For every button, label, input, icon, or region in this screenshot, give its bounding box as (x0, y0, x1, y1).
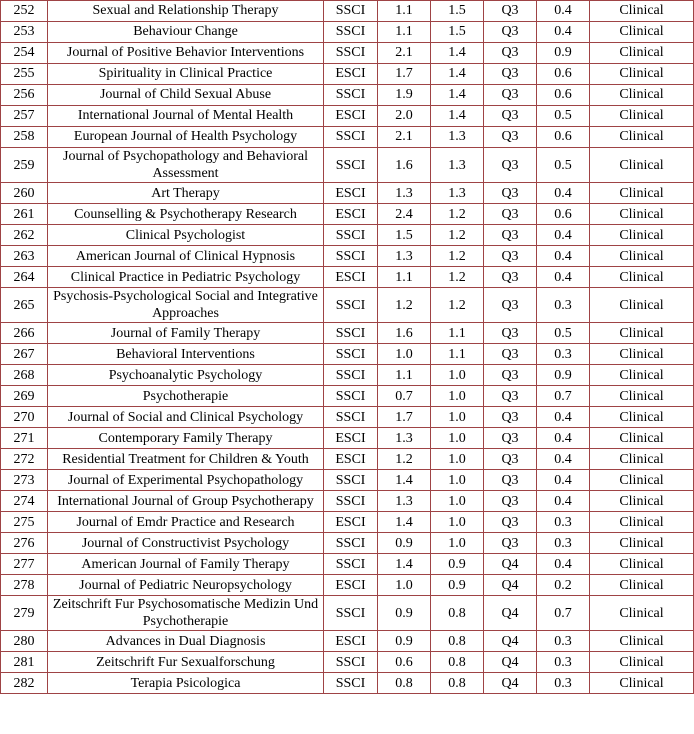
cell-index-type: SSCI (324, 246, 378, 267)
cell-row-number: 269 (1, 386, 48, 407)
cell-quartile: Q3 (484, 288, 537, 323)
cell-quartile: Q3 (484, 386, 537, 407)
cell-row-number: 278 (1, 575, 48, 596)
cell-metric-1: 2.1 (378, 127, 431, 148)
cell-category: Clinical (590, 43, 694, 64)
table-row (1, 64, 694, 85)
cell-metric-1: 1.7 (378, 64, 431, 85)
cell-quartile: Q3 (484, 225, 537, 246)
cell-journal-name: American Journal of Family Therapy (48, 554, 324, 575)
cell-index-type: SSCI (324, 554, 378, 575)
cell-metric-3: 0.3 (537, 631, 590, 652)
cell-metric-1: 2.0 (378, 106, 431, 127)
cell-row-number: 267 (1, 344, 48, 365)
cell-category: Clinical (590, 428, 694, 449)
cell-metric-2: 0.8 (431, 652, 484, 673)
cell-row-number: 257 (1, 106, 48, 127)
cell-metric-1: 1.3 (378, 428, 431, 449)
cell-index-type: ESCI (324, 64, 378, 85)
cell-row-number: 271 (1, 428, 48, 449)
cell-journal-name: Clinical Psychologist (48, 225, 324, 246)
cell-category: Clinical (590, 673, 694, 694)
cell-journal-name: Advances in Dual Diagnosis (48, 631, 324, 652)
cell-category: Clinical (590, 365, 694, 386)
cell-index-type: ESCI (324, 204, 378, 225)
cell-metric-3: 0.4 (537, 22, 590, 43)
cell-journal-name: International Journal of Mental Health (48, 106, 324, 127)
cell-index-type: SSCI (324, 652, 378, 673)
cell-quartile: Q3 (484, 512, 537, 533)
cell-metric-3: 0.3 (537, 652, 590, 673)
cell-index-type: SSCI (324, 43, 378, 64)
cell-metric-3: 0.7 (537, 596, 590, 631)
cell-category: Clinical (590, 491, 694, 512)
table-row (1, 652, 694, 673)
cell-row-number: 277 (1, 554, 48, 575)
cell-metric-2: 1.3 (431, 148, 484, 183)
cell-category: Clinical (590, 407, 694, 428)
cell-index-type: SSCI (324, 407, 378, 428)
cell-quartile: Q3 (484, 204, 537, 225)
table-row (1, 673, 694, 694)
cell-index-type: ESCI (324, 631, 378, 652)
cell-category: Clinical (590, 575, 694, 596)
table-row (1, 323, 694, 344)
cell-metric-1: 1.1 (378, 365, 431, 386)
table-row (1, 246, 694, 267)
cell-index-type: ESCI (324, 183, 378, 204)
cell-journal-name: American Journal of Clinical Hypnosis (48, 246, 324, 267)
table-row (1, 428, 694, 449)
cell-metric-3: 0.6 (537, 64, 590, 85)
cell-metric-1: 1.3 (378, 246, 431, 267)
cell-metric-2: 1.2 (431, 246, 484, 267)
cell-quartile: Q3 (484, 64, 537, 85)
table-row (1, 267, 694, 288)
cell-metric-2: 1.0 (431, 491, 484, 512)
cell-quartile: Q4 (484, 652, 537, 673)
cell-quartile: Q4 (484, 631, 537, 652)
cell-category: Clinical (590, 596, 694, 631)
cell-metric-2: 1.0 (431, 470, 484, 491)
cell-metric-1: 1.2 (378, 288, 431, 323)
cell-category: Clinical (590, 267, 694, 288)
cell-journal-name: Behavioral Interventions (48, 344, 324, 365)
cell-metric-2: 1.2 (431, 267, 484, 288)
cell-index-type: SSCI (324, 22, 378, 43)
cell-metric-3: 0.3 (537, 673, 590, 694)
cell-index-type: ESCI (324, 267, 378, 288)
table-row (1, 554, 694, 575)
cell-quartile: Q4 (484, 554, 537, 575)
cell-category: Clinical (590, 533, 694, 554)
cell-metric-2: 0.8 (431, 631, 484, 652)
cell-quartile: Q3 (484, 449, 537, 470)
cell-metric-1: 1.5 (378, 225, 431, 246)
cell-metric-3: 0.2 (537, 575, 590, 596)
cell-journal-name: Journal of Emdr Practice and Research (48, 512, 324, 533)
cell-category: Clinical (590, 652, 694, 673)
cell-index-type: SSCI (324, 365, 378, 386)
cell-metric-2: 0.8 (431, 596, 484, 631)
cell-metric-3: 0.4 (537, 183, 590, 204)
cell-quartile: Q3 (484, 344, 537, 365)
cell-journal-name: Zeitschrift Fur Psychosomatische Medizin Und Psychotherapie (48, 596, 324, 631)
cell-metric-2: 0.9 (431, 554, 484, 575)
cell-metric-3: 0.4 (537, 428, 590, 449)
cell-row-number: 273 (1, 470, 48, 491)
cell-quartile: Q3 (484, 22, 537, 43)
table-row (1, 533, 694, 554)
cell-journal-name: Psychoanalytic Psychology (48, 365, 324, 386)
cell-row-number: 274 (1, 491, 48, 512)
cell-row-number: 280 (1, 631, 48, 652)
cell-metric-1: 1.4 (378, 512, 431, 533)
table-row (1, 631, 694, 652)
cell-row-number: 256 (1, 85, 48, 106)
cell-metric-1: 1.6 (378, 323, 431, 344)
cell-journal-name: Journal of Family Therapy (48, 323, 324, 344)
cell-category: Clinical (590, 127, 694, 148)
cell-metric-2: 1.0 (431, 428, 484, 449)
cell-quartile: Q3 (484, 183, 537, 204)
cell-metric-3: 0.4 (537, 407, 590, 428)
table-row (1, 596, 694, 631)
cell-index-type: SSCI (324, 344, 378, 365)
cell-row-number: 265 (1, 288, 48, 323)
cell-metric-2: 1.2 (431, 204, 484, 225)
cell-metric-1: 1.1 (378, 267, 431, 288)
cell-quartile: Q3 (484, 127, 537, 148)
cell-metric-3: 0.4 (537, 225, 590, 246)
table-row (1, 22, 694, 43)
cell-metric-2: 1.1 (431, 323, 484, 344)
cell-quartile: Q3 (484, 85, 537, 106)
table-row (1, 407, 694, 428)
cell-category: Clinical (590, 554, 694, 575)
cell-metric-1: 1.0 (378, 344, 431, 365)
cell-journal-name: Journal of Child Sexual Abuse (48, 85, 324, 106)
table-row (1, 127, 694, 148)
cell-row-number: 263 (1, 246, 48, 267)
cell-quartile: Q3 (484, 428, 537, 449)
cell-quartile: Q3 (484, 407, 537, 428)
cell-journal-name: Residential Treatment for Children & Youth (48, 449, 324, 470)
cell-metric-3: 0.6 (537, 204, 590, 225)
cell-row-number: 264 (1, 267, 48, 288)
cell-metric-2: 1.3 (431, 183, 484, 204)
cell-metric-3: 0.9 (537, 43, 590, 64)
cell-journal-name: European Journal of Health Psychology (48, 127, 324, 148)
cell-metric-2: 1.0 (431, 365, 484, 386)
cell-category: Clinical (590, 204, 694, 225)
cell-journal-name: Behaviour Change (48, 22, 324, 43)
table-row (1, 491, 694, 512)
cell-category: Clinical (590, 22, 694, 43)
cell-journal-name: Journal of Positive Behavior Interventions (48, 43, 324, 64)
cell-metric-3: 0.9 (537, 365, 590, 386)
cell-category: Clinical (590, 148, 694, 183)
cell-row-number: 259 (1, 148, 48, 183)
cell-category: Clinical (590, 344, 694, 365)
cell-journal-name: Art Therapy (48, 183, 324, 204)
cell-index-type: SSCI (324, 225, 378, 246)
cell-quartile: Q3 (484, 533, 537, 554)
cell-category: Clinical (590, 1, 694, 22)
table-row (1, 288, 694, 323)
cell-metric-3: 0.6 (537, 127, 590, 148)
cell-category: Clinical (590, 631, 694, 652)
cell-quartile: Q3 (484, 491, 537, 512)
cell-row-number: 272 (1, 449, 48, 470)
cell-metric-3: 0.3 (537, 344, 590, 365)
cell-index-type: SSCI (324, 491, 378, 512)
cell-quartile: Q3 (484, 246, 537, 267)
cell-metric-2: 1.5 (431, 1, 484, 22)
cell-index-type: ESCI (324, 512, 378, 533)
cell-index-type: SSCI (324, 673, 378, 694)
cell-journal-name: Psychotherapie (48, 386, 324, 407)
cell-index-type: ESCI (324, 106, 378, 127)
cell-metric-3: 0.3 (537, 533, 590, 554)
table-row (1, 183, 694, 204)
cell-journal-name: Contemporary Family Therapy (48, 428, 324, 449)
cell-metric-2: 1.3 (431, 127, 484, 148)
cell-category: Clinical (590, 323, 694, 344)
cell-metric-3: 0.6 (537, 85, 590, 106)
cell-metric-3: 0.3 (537, 288, 590, 323)
cell-row-number: 266 (1, 323, 48, 344)
cell-category: Clinical (590, 225, 694, 246)
cell-metric-3: 0.4 (537, 267, 590, 288)
cell-row-number: 262 (1, 225, 48, 246)
cell-metric-1: 0.8 (378, 673, 431, 694)
cell-metric-1: 1.0 (378, 575, 431, 596)
cell-category: Clinical (590, 512, 694, 533)
cell-row-number: 255 (1, 64, 48, 85)
cell-index-type: SSCI (324, 85, 378, 106)
cell-metric-3: 0.4 (537, 246, 590, 267)
cell-journal-name: Journal of Experimental Psychopathology (48, 470, 324, 491)
cell-category: Clinical (590, 106, 694, 127)
cell-metric-3: 0.4 (537, 470, 590, 491)
cell-quartile: Q3 (484, 470, 537, 491)
cell-metric-1: 1.1 (378, 22, 431, 43)
cell-metric-3: 0.5 (537, 148, 590, 183)
cell-metric-2: 0.9 (431, 575, 484, 596)
cell-row-number: 270 (1, 407, 48, 428)
cell-row-number: 260 (1, 183, 48, 204)
cell-metric-3: 0.3 (537, 512, 590, 533)
cell-index-type: SSCI (324, 386, 378, 407)
table-row (1, 1, 694, 22)
cell-metric-3: 0.5 (537, 106, 590, 127)
table-row (1, 85, 694, 106)
table-row (1, 365, 694, 386)
cell-quartile: Q3 (484, 365, 537, 386)
cell-metric-2: 0.8 (431, 673, 484, 694)
cell-metric-1: 1.2 (378, 449, 431, 470)
cell-journal-name: Terapia Psicologica (48, 673, 324, 694)
cell-metric-3: 0.7 (537, 386, 590, 407)
cell-index-type: SSCI (324, 1, 378, 22)
cell-row-number: 254 (1, 43, 48, 64)
table-row (1, 148, 694, 183)
cell-metric-2: 1.4 (431, 43, 484, 64)
table-row (1, 575, 694, 596)
cell-quartile: Q3 (484, 267, 537, 288)
cell-journal-name: Journal of Social and Clinical Psychology (48, 407, 324, 428)
cell-metric-1: 2.1 (378, 43, 431, 64)
cell-metric-2: 1.0 (431, 386, 484, 407)
cell-metric-1: 0.9 (378, 533, 431, 554)
cell-index-type: ESCI (324, 449, 378, 470)
cell-row-number: 281 (1, 652, 48, 673)
cell-index-type: SSCI (324, 148, 378, 183)
table-row (1, 344, 694, 365)
cell-row-number: 268 (1, 365, 48, 386)
cell-quartile: Q4 (484, 596, 537, 631)
cell-metric-3: 0.5 (537, 323, 590, 344)
cell-metric-1: 1.7 (378, 407, 431, 428)
cell-row-number: 275 (1, 512, 48, 533)
cell-metric-2: 1.0 (431, 449, 484, 470)
cell-journal-name: Zeitschrift Fur Sexualforschung (48, 652, 324, 673)
table-row (1, 225, 694, 246)
cell-row-number: 253 (1, 22, 48, 43)
table-row (1, 204, 694, 225)
cell-metric-3: 0.4 (537, 449, 590, 470)
cell-quartile: Q3 (484, 106, 537, 127)
cell-quartile: Q3 (484, 43, 537, 64)
table-row (1, 512, 694, 533)
cell-index-type: SSCI (324, 288, 378, 323)
cell-metric-2: 1.4 (431, 85, 484, 106)
cell-quartile: Q3 (484, 1, 537, 22)
table-row (1, 449, 694, 470)
cell-row-number: 261 (1, 204, 48, 225)
cell-metric-2: 1.2 (431, 288, 484, 323)
cell-metric-1: 1.4 (378, 554, 431, 575)
cell-metric-1: 1.4 (378, 470, 431, 491)
table-row (1, 470, 694, 491)
cell-metric-3: 0.4 (537, 491, 590, 512)
cell-row-number: 252 (1, 1, 48, 22)
cell-journal-name: Journal of Pediatric Neuropsychology (48, 575, 324, 596)
cell-journal-name: Clinical Practice in Pediatric Psychology (48, 267, 324, 288)
cell-metric-2: 1.0 (431, 533, 484, 554)
cell-journal-name: Journal of Psychopathology and Behavioral Assessment (48, 148, 324, 183)
cell-metric-3: 0.4 (537, 1, 590, 22)
cell-journal-name: Journal of Constructivist Psychology (48, 533, 324, 554)
cell-journal-name: Counselling & Psychotherapy Research (48, 204, 324, 225)
cell-row-number: 282 (1, 673, 48, 694)
cell-category: Clinical (590, 288, 694, 323)
cell-quartile: Q3 (484, 323, 537, 344)
table-row (1, 106, 694, 127)
cell-category: Clinical (590, 183, 694, 204)
cell-index-type: SSCI (324, 596, 378, 631)
cell-category: Clinical (590, 64, 694, 85)
cell-index-type: SSCI (324, 533, 378, 554)
cell-row-number: 258 (1, 127, 48, 148)
cell-metric-2: 1.0 (431, 512, 484, 533)
cell-index-type: ESCI (324, 575, 378, 596)
table-row (1, 43, 694, 64)
cell-metric-1: 0.6 (378, 652, 431, 673)
cell-metric-1: 1.9 (378, 85, 431, 106)
table-row (1, 386, 694, 407)
cell-metric-1: 2.4 (378, 204, 431, 225)
cell-metric-1: 0.9 (378, 596, 431, 631)
cell-metric-1: 1.6 (378, 148, 431, 183)
cell-metric-1: 0.9 (378, 631, 431, 652)
cell-row-number: 276 (1, 533, 48, 554)
cell-category: Clinical (590, 470, 694, 491)
cell-journal-name: Sexual and Relationship Therapy (48, 1, 324, 22)
cell-category: Clinical (590, 85, 694, 106)
cell-metric-1: 1.1 (378, 1, 431, 22)
cell-quartile: Q4 (484, 673, 537, 694)
cell-category: Clinical (590, 449, 694, 470)
cell-metric-2: 1.0 (431, 407, 484, 428)
cell-index-type: SSCI (324, 323, 378, 344)
cell-index-type: ESCI (324, 428, 378, 449)
cell-category: Clinical (590, 386, 694, 407)
cell-metric-1: 1.3 (378, 491, 431, 512)
cell-journal-name: Psychosis-Psychological Social and Integrative Approaches (48, 288, 324, 323)
cell-index-type: SSCI (324, 470, 378, 491)
cell-quartile: Q3 (484, 148, 537, 183)
cell-index-type: SSCI (324, 127, 378, 148)
cell-metric-1: 0.7 (378, 386, 431, 407)
cell-metric-3: 0.4 (537, 554, 590, 575)
cell-row-number: 279 (1, 596, 48, 631)
cell-metric-1: 1.3 (378, 183, 431, 204)
cell-category: Clinical (590, 246, 694, 267)
cell-quartile: Q4 (484, 575, 537, 596)
cell-metric-2: 1.2 (431, 225, 484, 246)
cell-journal-name: Spirituality in Clinical Practice (48, 64, 324, 85)
cell-metric-2: 1.4 (431, 106, 484, 127)
cell-metric-2: 1.4 (431, 64, 484, 85)
cell-journal-name: International Journal of Group Psychotherapy (48, 491, 324, 512)
cell-metric-2: 1.5 (431, 22, 484, 43)
cell-metric-2: 1.1 (431, 344, 484, 365)
